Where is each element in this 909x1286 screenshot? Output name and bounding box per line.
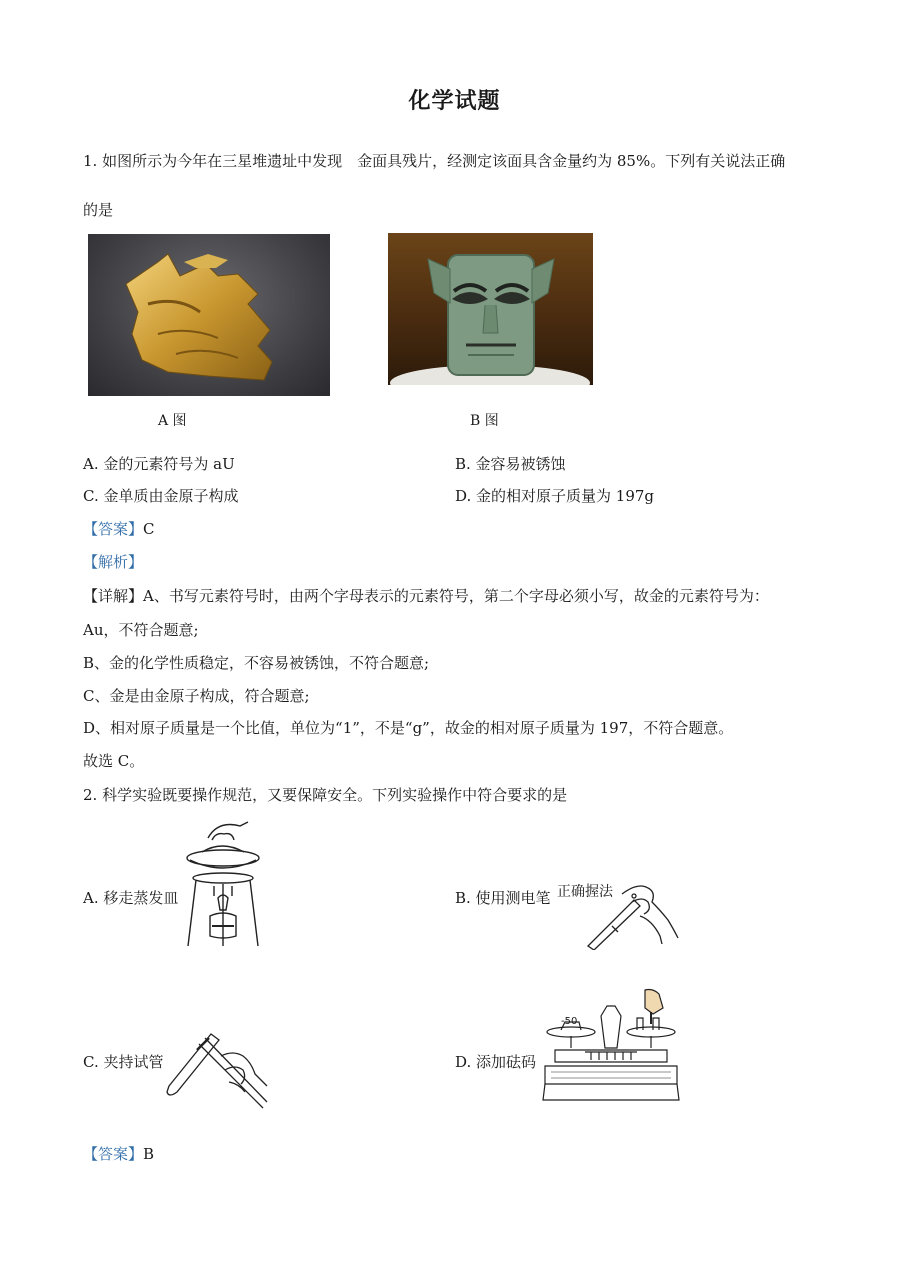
q2-answer: [83, 1143, 154, 1164]
figure-b-caption: B 图: [470, 413, 499, 429]
q1-detail-line4: C、金是由金原子构成，符合题意;: [83, 687, 310, 705]
q1-detail-line3: B、金的化学性质稳定，不容易被锈蚀，不符合题意;: [83, 654, 430, 672]
q1-conclusion: 故选 C。: [83, 752, 145, 770]
evaporating-dish-figure: [182, 818, 262, 950]
q2-stem: 2. 科学实验既要操作规范，又要保障安全。下列实验操作中符合要求的是: [83, 786, 568, 804]
gold-mask-fragment-photo: [88, 234, 330, 396]
bronze-mask-photo: [388, 233, 593, 385]
test-tube-holder-figure: [163, 1026, 271, 1112]
q1-detail-line5: D、相对原子质量是一个比值，单位为“1”，不是“g”，故金的相对原子质量为 197，不符合题意。: [83, 719, 734, 737]
q2-answer-value: B: [143, 1145, 155, 1163]
q1-answer-value: C: [143, 520, 155, 538]
q1-option-a: A. 金的元素符号为 aU: [83, 455, 235, 473]
balance-figure: [541, 988, 686, 1104]
balance-weight-label: -50: [561, 1016, 578, 1027]
q1-analysis-label: 【解析】: [83, 553, 144, 571]
q1-option-d: D. 金的相对原子质量为 197g: [455, 487, 655, 505]
q2-answer-label: 【答案】: [83, 1145, 144, 1163]
test-pen-correct-grip-label: 正确握法: [557, 884, 613, 900]
q2-option-a: A. 移走蒸发皿: [83, 889, 179, 907]
q1-detail-line2: Au，不符合题意;: [83, 621, 199, 639]
page-title: 化学试题: [408, 89, 501, 114]
q1-detail-label: 【详解】: [83, 587, 144, 605]
q2-option-c: C. 夹持试管: [83, 1053, 164, 1071]
q1-detail-text1: A、书写元素符号时，由两个字母表示的元素符号，第二个字母必须小写，故金的元素符号为：: [143, 587, 769, 605]
q1-stem-line2: 的是: [83, 201, 114, 219]
q1-answer-label: 【答案】: [83, 520, 144, 538]
q1-detail-line1: [83, 585, 769, 606]
figure-a-caption: A 图: [158, 413, 187, 429]
q2-option-b: B. 使用测电笔: [455, 889, 551, 907]
q1-option-b: B. 金容易被锈蚀: [455, 455, 566, 473]
q2-option-d: D. 添加砝码: [455, 1053, 537, 1071]
q1-stem-line1: 1. 如图所示为今年在三星堆遗址中发现 金面具残片，经测定该面具含金量约为 85%。下列有关说法正确: [83, 152, 786, 170]
q1-option-c: C. 金单质由金原子构成: [83, 487, 239, 505]
test-pen-figure: [582, 880, 682, 950]
q1-answer: [83, 518, 155, 539]
